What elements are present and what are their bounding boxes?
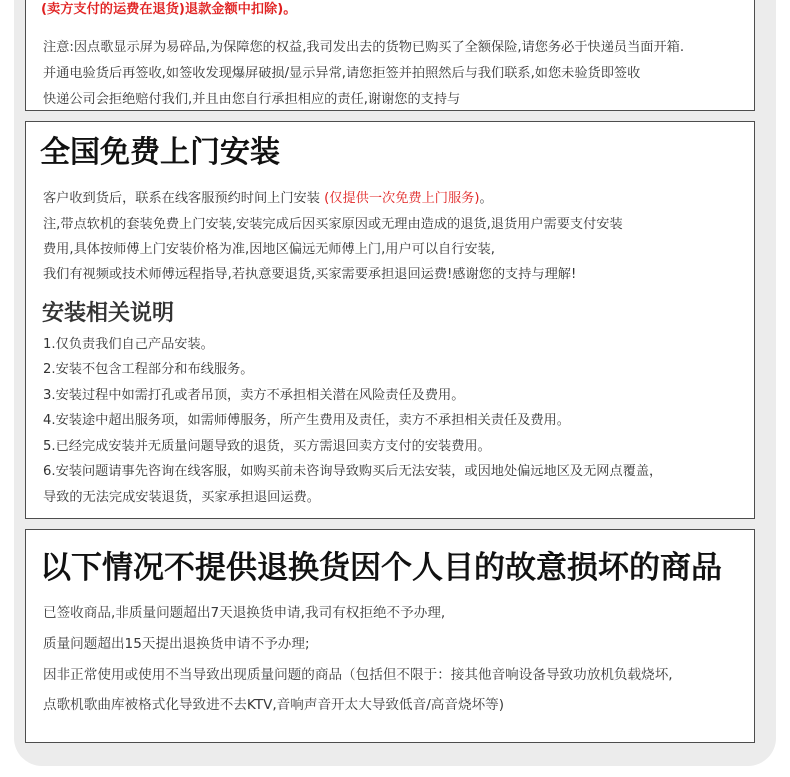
installation-panel [25,121,755,519]
no-return-line: 因非正常使用或使用不当导致出现质量问题的商品（包括但不限于：接其他音响设备导致功放机负载烧坏, [43,667,673,683]
installation-intro-prefix: 客户收到货后，联系在线客服预约时间上门安装 [43,191,325,206]
no-return-line: 点歌机歌曲库被格式化导致进不去KTV,音响声音开太大导致低音/高音烧坏等) [43,697,505,713]
no-return-panel [25,529,755,743]
installation-note-item: 1.仅负责我们自己产品安装。 [43,337,214,352]
inspection-note-line-1: 注意:因点歌显示屏为易碎品,为保障您的权益,我司发出去的货物已购买了全额保险,请您务必于快递员当面开箱. [43,40,685,55]
free-service-highlight: (仅提供一次免费上门服务) [324,191,480,206]
installation-note-item: 5.已经完成安装并无质量问题导致的退货，买方需退回卖方支付的安装费用。 [43,439,491,454]
installation-intro-suffix: 。 [479,191,493,206]
no-return-line: 质量问题超出15天提出退换货申请不予办理; [43,636,310,652]
installation-intro [43,190,493,208]
inspection-note-line-2: 并通电验货后再签收,如签收发现爆屏破损/显示异常,请您拒签并拍照然后与我们联系,如您未验货即签收 [43,66,641,81]
installation-note-item: 3.安装过程中如需打孔或者吊顶，卖方不承担相关潜在风险责任及费用。 [43,388,465,403]
installation-intro-line-2: 费用,具体按师傅上门安装价格为准,因地区偏远无师傅上门,用户可以自行安装, [43,242,495,257]
no-return-title: 以下情况不提供退换货因个人目的故意损坏的商品 [40,550,722,586]
installation-notes-title: 安装相关说明 [42,301,175,326]
no-return-line: 已签收商品,非质量问题超出7天退换货申请,我司有权拒绝不予办理, [43,605,446,621]
return-notice-panel [25,0,755,111]
installation-note-item: 2.安装不包含工程部分和布线服务。 [43,362,254,377]
shipping-deduction-note: (卖方支付的运费在退货)退款金额中扣除)。 [41,2,297,17]
inspection-note-line-3: 快递公司会拒绝赔付我们,并且由您自行承担相应的责任,谢谢您的支持与 [43,92,461,107]
installation-note-item: 6.安装问题请事先咨询在线客服，如购买前未咨询导致购买后无法安装，或因地处偏远地区及无网点覆盖， [43,464,663,479]
installation-intro-line-3: 我们有视频或技术师傅远程指导,若执意要退货,买家需要承担退回运费!感谢您的支持与理解! [43,267,577,282]
installation-intro-line-1: 注,带点软机的套装免费上门安装,安装完成后因买家原因或无理由造成的退货,退货用户需要支付安装 [43,217,623,232]
installation-note-item: 导致的无法完成安装退货，买家承担退回运费。 [43,490,320,505]
installation-note-item: 4.安装途中超出服务项，如需师傅服务，所产生费用及责任，卖方不承担相关责任及费用。 [43,413,570,428]
installation-title: 全国免费上门安装 [40,135,280,170]
